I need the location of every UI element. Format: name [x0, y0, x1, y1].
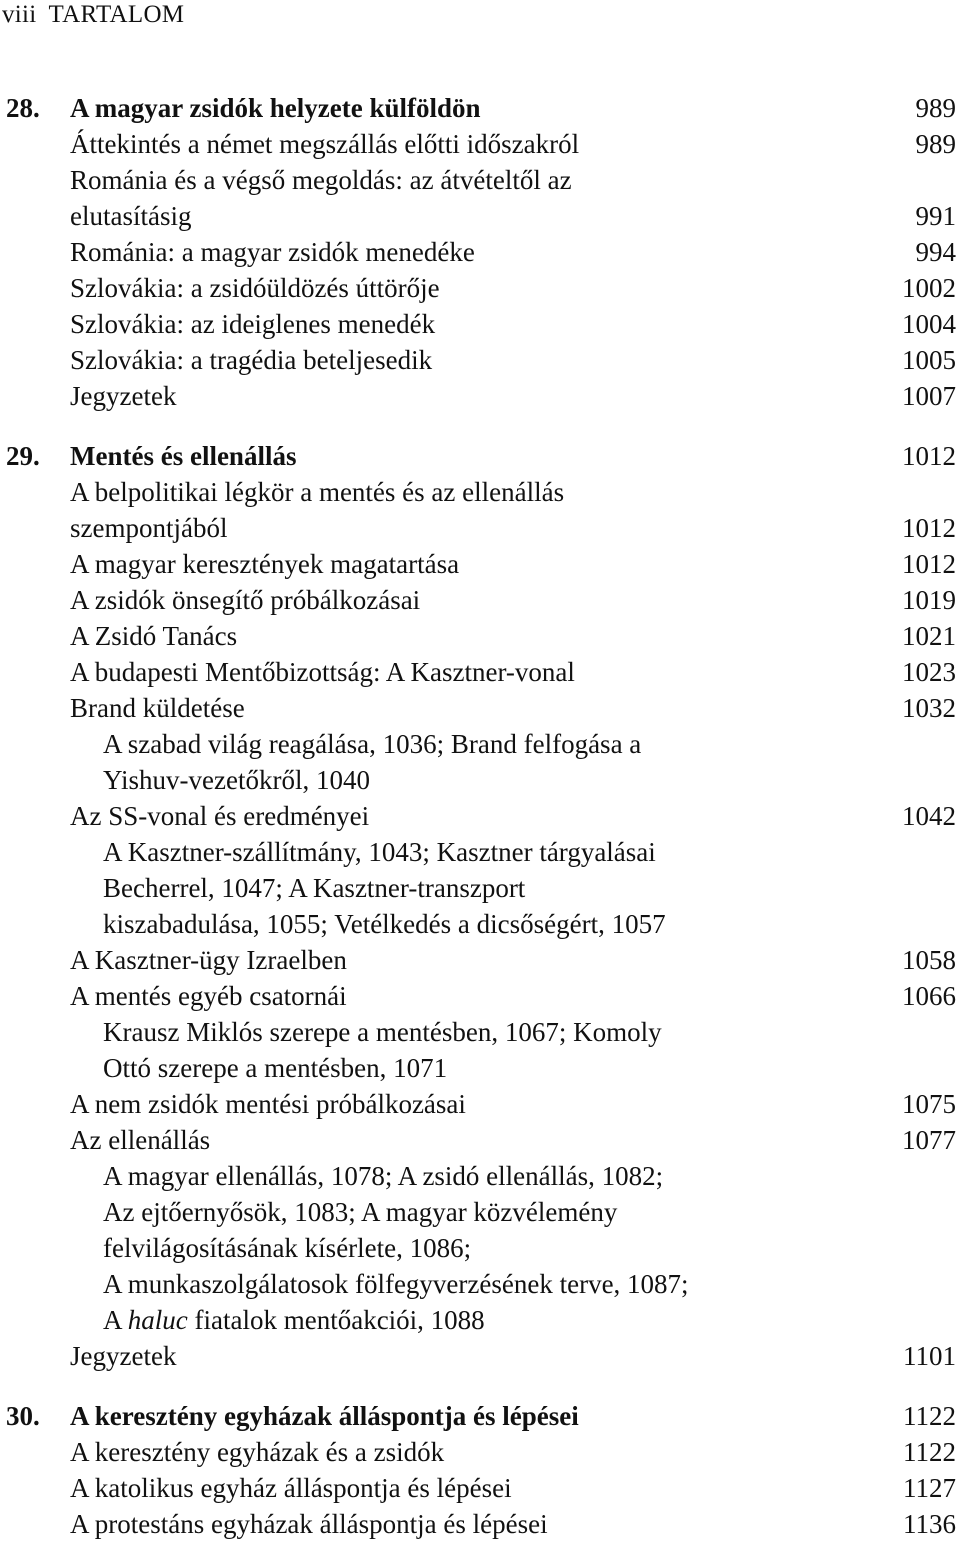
chapter-number: 29.	[6, 441, 40, 471]
page-number: 1042	[902, 801, 956, 831]
toc-entry[interactable]	[0, 1338, 960, 1374]
entry-title: Az ellenállás	[70, 1125, 211, 1155]
chapter-heading[interactable]	[0, 1398, 960, 1434]
toc-entry[interactable]	[0, 618, 960, 654]
entry-title: Szlovákia: a tragédia beteljesedik	[70, 345, 433, 375]
chapter-heading[interactable]	[0, 438, 960, 474]
italic-term: haluc	[127, 1305, 188, 1335]
running-header-title: TARTALOM	[48, 1, 185, 28]
chapter-number: 28.	[6, 93, 40, 123]
subentry-text: felvilágosításának kísérlete, 1086;	[103, 1233, 472, 1263]
page-number: 1005	[902, 345, 956, 375]
subentry-text	[103, 1302, 485, 1338]
entry-title: szempontjából	[70, 513, 228, 543]
entry-title: Áttekintés a német megszállás előtti időszakról	[70, 129, 580, 159]
subentry-text-suffix: fiatalok mentőakciói, 1088	[187, 1305, 485, 1335]
page-number: 1012	[902, 441, 956, 471]
subentry-text: Yishuv-vezetőkről, 1040	[103, 765, 370, 795]
toc-subentry[interactable]	[0, 1230, 960, 1266]
entry-title: A magyar keresztények magatartása	[70, 549, 460, 579]
toc-subentry[interactable]	[0, 726, 960, 762]
page-number: 1012	[902, 549, 956, 579]
subentry-text: A munkaszolgálatosok fölfegyverzésének terve, 1087;	[103, 1269, 689, 1299]
page-number: 1066	[902, 981, 956, 1011]
entry-title: Jegyzetek	[70, 381, 177, 411]
entry-title: Jegyzetek	[70, 1341, 177, 1371]
page-number: 989	[915, 129, 956, 159]
toc-entry[interactable]	[0, 690, 960, 726]
toc-subentry[interactable]	[0, 1194, 960, 1230]
page-number: 1058	[902, 945, 956, 975]
page-number: 1007	[902, 381, 956, 411]
chapter-29	[0, 438, 960, 1374]
toc-entry[interactable]	[0, 198, 960, 234]
toc-entry[interactable]	[0, 942, 960, 978]
table-of-contents	[0, 90, 960, 1566]
toc-subentry[interactable]	[0, 1158, 960, 1194]
page-number: 994	[915, 237, 956, 267]
page-number: 1012	[902, 513, 956, 543]
page-number: 1032	[902, 693, 956, 723]
toc-entry[interactable]	[0, 546, 960, 582]
chapter-number: 30.	[6, 1401, 40, 1431]
subentry-text: A magyar ellenállás, 1078; A zsidó ellenállás, 1082;	[103, 1161, 664, 1191]
toc-entry[interactable]	[0, 1470, 960, 1506]
page-number: 1004	[902, 309, 956, 339]
entry-title: Az SS-vonal és eredményei	[70, 801, 370, 831]
page-number: 989	[915, 93, 956, 123]
page-number: 1002	[902, 273, 956, 303]
entry-title: A katolikus egyház álláspontja és lépései	[70, 1473, 512, 1503]
subentry-text: A szabad világ reagálása, 1036; Brand felfogása a	[103, 729, 642, 759]
page-folio: viii	[2, 1, 37, 28]
subentry-text-prefix: A	[103, 1305, 128, 1335]
page-number: 1122	[903, 1401, 956, 1431]
running-header	[2, 0, 184, 30]
toc-entry[interactable]	[0, 474, 960, 510]
toc-entry[interactable]	[0, 306, 960, 342]
entry-title: A mentés egyéb csatornái	[70, 981, 347, 1011]
toc-subentry[interactable]	[0, 870, 960, 906]
entry-title: A Kasztner-ügy Izraelben	[70, 945, 347, 975]
chapter-30	[0, 1398, 960, 1542]
toc-subentry[interactable]	[0, 1302, 960, 1338]
chapter-heading[interactable]	[0, 90, 960, 126]
entry-title: Szlovákia: a zsidóüldözés úttörője	[70, 273, 440, 303]
toc-entry[interactable]	[0, 378, 960, 414]
page-number: 1023	[902, 657, 956, 687]
page-number: 1122	[903, 1437, 956, 1467]
entry-title: A Zsidó Tanács	[70, 621, 238, 651]
toc-entry[interactable]	[0, 978, 960, 1014]
page-number: 1019	[902, 585, 956, 615]
subentry-text: Becherrel, 1047; A Kasztner-transzport	[103, 873, 526, 903]
toc-entry[interactable]	[0, 234, 960, 270]
toc-entry[interactable]	[0, 654, 960, 690]
entry-title: A protestáns egyházak álláspontja és lépései	[70, 1509, 548, 1539]
toc-entry[interactable]	[0, 270, 960, 306]
toc-entry[interactable]	[0, 342, 960, 378]
toc-subentry[interactable]	[0, 1014, 960, 1050]
toc-entry[interactable]	[0, 798, 960, 834]
entry-title: A belpolitikai légkör a mentés és az ellenállás	[70, 477, 565, 507]
toc-entry[interactable]	[0, 126, 960, 162]
toc-entry[interactable]	[0, 582, 960, 618]
page-number: 1127	[903, 1473, 956, 1503]
entry-title: Szlovákia: az ideiglenes menedék	[70, 309, 436, 339]
toc-subentry[interactable]	[0, 834, 960, 870]
subentry-text: A Kasztner-szállítmány, 1043; Kasztner tárgyalásai	[103, 837, 656, 867]
toc-subentry[interactable]	[0, 906, 960, 942]
toc-entry[interactable]	[0, 1506, 960, 1542]
chapter-title: Mentés és ellenállás	[70, 441, 297, 471]
toc-entry[interactable]	[0, 510, 960, 546]
entry-title: Románia: a magyar zsidók menedéke	[70, 237, 475, 267]
page-number: 1075	[902, 1089, 956, 1119]
toc-entry[interactable]	[0, 1434, 960, 1470]
toc-entry[interactable]	[0, 162, 960, 198]
page-number: 1101	[903, 1341, 956, 1371]
chapter-28	[0, 90, 960, 414]
toc-entry[interactable]	[0, 1086, 960, 1122]
page-number: 1021	[902, 621, 956, 651]
subentry-text: kiszabadulása, 1055; Vetélkedés a dicsőségért, 1057	[103, 909, 666, 939]
entry-title: A budapesti Mentőbizottság: A Kasztner-vonal	[70, 657, 575, 687]
toc-subentry[interactable]	[0, 1266, 960, 1302]
entry-title: A zsidók önsegítő próbálkozásai	[70, 585, 421, 615]
chapter-title: A magyar zsidók helyzete külföldön	[70, 93, 481, 123]
entry-title: Románia és a végső megoldás: az átvételtől az	[70, 165, 572, 195]
subentry-text: Krausz Miklós szerepe a mentésben, 1067; Komoly	[103, 1017, 662, 1047]
toc-subentry[interactable]	[0, 1050, 960, 1086]
subentry-text: Az ejtőernyősök, 1083; A magyar közvélemény	[103, 1197, 618, 1227]
entry-title: A nem zsidók mentési próbálkozásai	[70, 1089, 466, 1119]
subentry-text: Ottó szerepe a mentésben, 1071	[103, 1053, 448, 1083]
page-number: 991	[915, 201, 956, 231]
entry-title: elutasításig	[70, 201, 192, 231]
entry-title: A keresztény egyházak és a zsidók	[70, 1437, 445, 1467]
page-number: 1077	[902, 1125, 956, 1155]
entry-title: Brand küldetése	[70, 693, 245, 723]
toc-subentry[interactable]	[0, 762, 960, 798]
toc-entry[interactable]	[0, 1122, 960, 1158]
chapter-title: A keresztény egyházak álláspontja és lépései	[70, 1401, 579, 1431]
page-number: 1136	[903, 1509, 956, 1539]
